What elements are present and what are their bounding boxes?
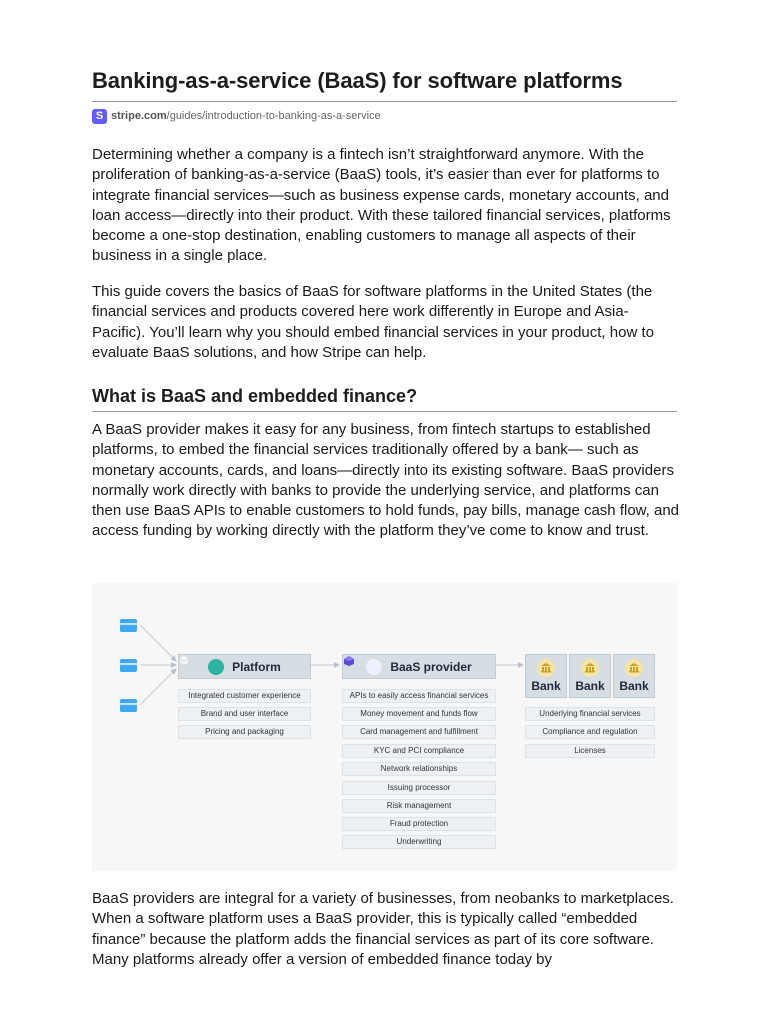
customer-card-icon — [120, 617, 137, 633]
bank-label: Bank — [575, 679, 605, 693]
embedded-finance-paragraph: BaaS providers are integral for a variety of businesses, from neobanks to marketplaces. When a software platform uses a BaaS provider, this is typically called “embedded finance” because the platform adds the financial services as part of its core software. Many platforms already offer a version of embedded finance today by — [92, 890, 674, 968]
platform-item: Brand and user interface — [178, 707, 311, 721]
bank-node — [613, 654, 655, 698]
provider-item: KYC and PCI compliance — [342, 744, 496, 758]
section-heading: What is BaaS and embedded finance? — [92, 386, 418, 406]
arrow-customer-1 — [140, 625, 176, 661]
bank-item: Licenses — [525, 744, 655, 758]
arrow-customer-3 — [140, 669, 176, 705]
customer-card-icon — [120, 697, 137, 713]
baas-diagram — [92, 583, 677, 871]
source-path: /guides/introduction-to-banking-as-a-service — [166, 110, 381, 122]
provider-item: Network relationships — [342, 762, 496, 776]
customer-card-icon — [120, 657, 137, 673]
provider-item: Money movement and funds flow — [342, 707, 496, 721]
platform-item: Integrated customer experience — [178, 689, 311, 703]
source-link[interactable] — [92, 108, 381, 124]
bank-item: Underlying financial services — [525, 707, 655, 721]
cube-icon — [366, 659, 382, 675]
bank-icon — [625, 659, 643, 677]
provider-label: BaaS provider — [390, 659, 472, 674]
provider-item: APIs to easily access financial services — [342, 689, 496, 703]
provider-item: Card management and fulfillment — [342, 725, 496, 739]
layers-icon — [208, 659, 224, 675]
section-divider — [92, 411, 677, 412]
provider-node — [342, 654, 496, 679]
platform-item: Pricing and packaging — [178, 725, 311, 739]
bank-icon — [581, 659, 599, 677]
intro-paragraph: Determining whether a company is a fintech isn’t straightforward anymore. With the proliferation of banking-as-a-service (BaaS) tools, it’s easier than ever for platforms to integrate financial services—such as business expense cards, monetary accounts, and loan access—directly into their product. With these tailored financial services, platforms become a one-stop destination, enabling customers to manage all aspects of their business in a single place. — [92, 146, 671, 265]
provider-item: Issuing processor — [342, 781, 496, 795]
bank-icon — [537, 659, 555, 677]
provider-item: Underwriting — [342, 835, 496, 849]
platform-label: Platform — [232, 659, 281, 674]
bank-item: Compliance and regulation — [525, 725, 655, 739]
bank-node — [569, 654, 611, 698]
guide-paragraph: This guide covers the basics of BaaS for software platforms in the United States (the financial services and products covered here work differently in Europe and Asia-Pacific). You’ll learn why you should embed financial services in your product, how to evaluate BaaS solutions, and how Stripe can help. — [92, 283, 654, 361]
stripe-logo-icon: S — [92, 109, 107, 124]
provider-item: Fraud protection — [342, 817, 496, 831]
baas-paragraph: A BaaS provider makes it easy for any business, from fintech startups to established platforms, to embed the financial services traditionally offered by a bank— such as monetary accounts, cards, and loans—directly into its existing software. BaaS providers normally work directly with banks to provide the underlying service, and platforms can then use BaaS APIs to enable customers to hold funds, pay bills, manage cash flow, and access funding by working directly with the platform they’ve come to know and trust. — [92, 421, 680, 540]
page-title: Banking-as-a-service (BaaS) for software platforms — [92, 68, 623, 93]
provider-item: Risk management — [342, 799, 496, 813]
bank-label: Bank — [619, 679, 649, 693]
title-divider — [92, 101, 677, 102]
bank-label: Bank — [531, 679, 561, 693]
platform-node — [178, 654, 311, 679]
source-domain: stripe.com — [111, 110, 167, 122]
bank-node — [525, 654, 567, 698]
